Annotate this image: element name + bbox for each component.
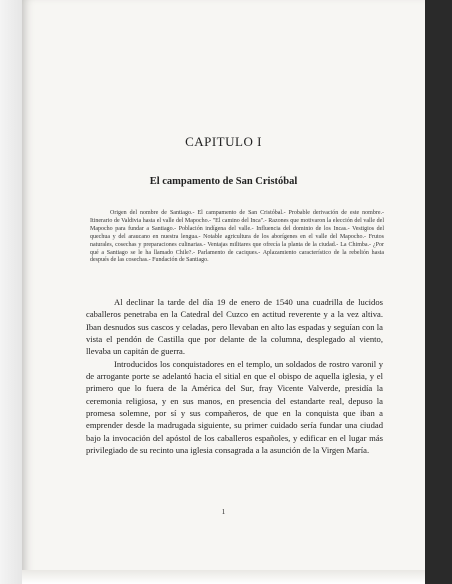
body-text [86, 296, 383, 456]
book-spine-edge [0, 0, 22, 584]
section-title: El campamento de San Cristóbal [149, 176, 298, 187]
paragraph-2: Introducidos los conquistadores en el templo, un soldados de rostro varonil y de arrogante porte se adelantó hacia el sitial en que el obispo de aquella iglesia, y el primero que lo fuera de la América del Sur, fray Vicente Valverde, presidía la ceremonia religiosa, y en sus manos, en presencia del estandarte real, depuso la promesa solemne, por sí y sus compañeros, de que en la conquista que iban a emprender desde la madrugada siguiente, su primer cuidado sería fundar una ciudad bajo la invocación del apóstol de los caballeros españoles, y edificar en el lugar más privilegiado de su recinto una iglesia consagrada a la asunción de la Virgen María. [86, 358, 383, 456]
book-page [22, 0, 425, 584]
chapter-summary: Origen del nombre de Santiago.- El campamento de San Cristóbal.- Probable derivación de este nombre.- Itinerario de Valdivia hasta el valle del Mapocho.- "El camino del Inca".- Razones que motivaron la elección del valle del Mapocho para fundar a Santiago.- Población indígena del valle.- Influencia del dominio de los Incas.- Vestigios del quechua y del araucano en nuestra lengua.- Notable agricultura de los aborígenes en el valle del Mapocho.- Frutos naturales, cosechas y preparaciones culinarias.- Ventajas militares que ofrecía la planta de la ciudad.- La Chimba.- ¿Por qué a Santiago se le ha llamado Chile?.- Parlamento de caciques.- Aplazamiento característico de la rebelión hasta después de las cosechas.- Fundación de Santiago. [90, 210, 384, 264]
page-bottom-edge [22, 570, 425, 584]
chapter-heading: CAPITULO I [185, 134, 262, 149]
paragraph-1: Al declinar la tarde del día 19 de enero de 1540 una cuadrilla de lucidos caballeros penetraba en la Catedral del Cuzco en actitud reverente y a la vez altiva. Iban desnudos sus cascos y celadas, pero llevaban en alto las espadas y seguían con la vista el pendón de Castilla que por delante de la columna, desplegado al viento, llevaba un capitán de guerra. [86, 297, 383, 357]
page-number: 1 [221, 507, 226, 516]
